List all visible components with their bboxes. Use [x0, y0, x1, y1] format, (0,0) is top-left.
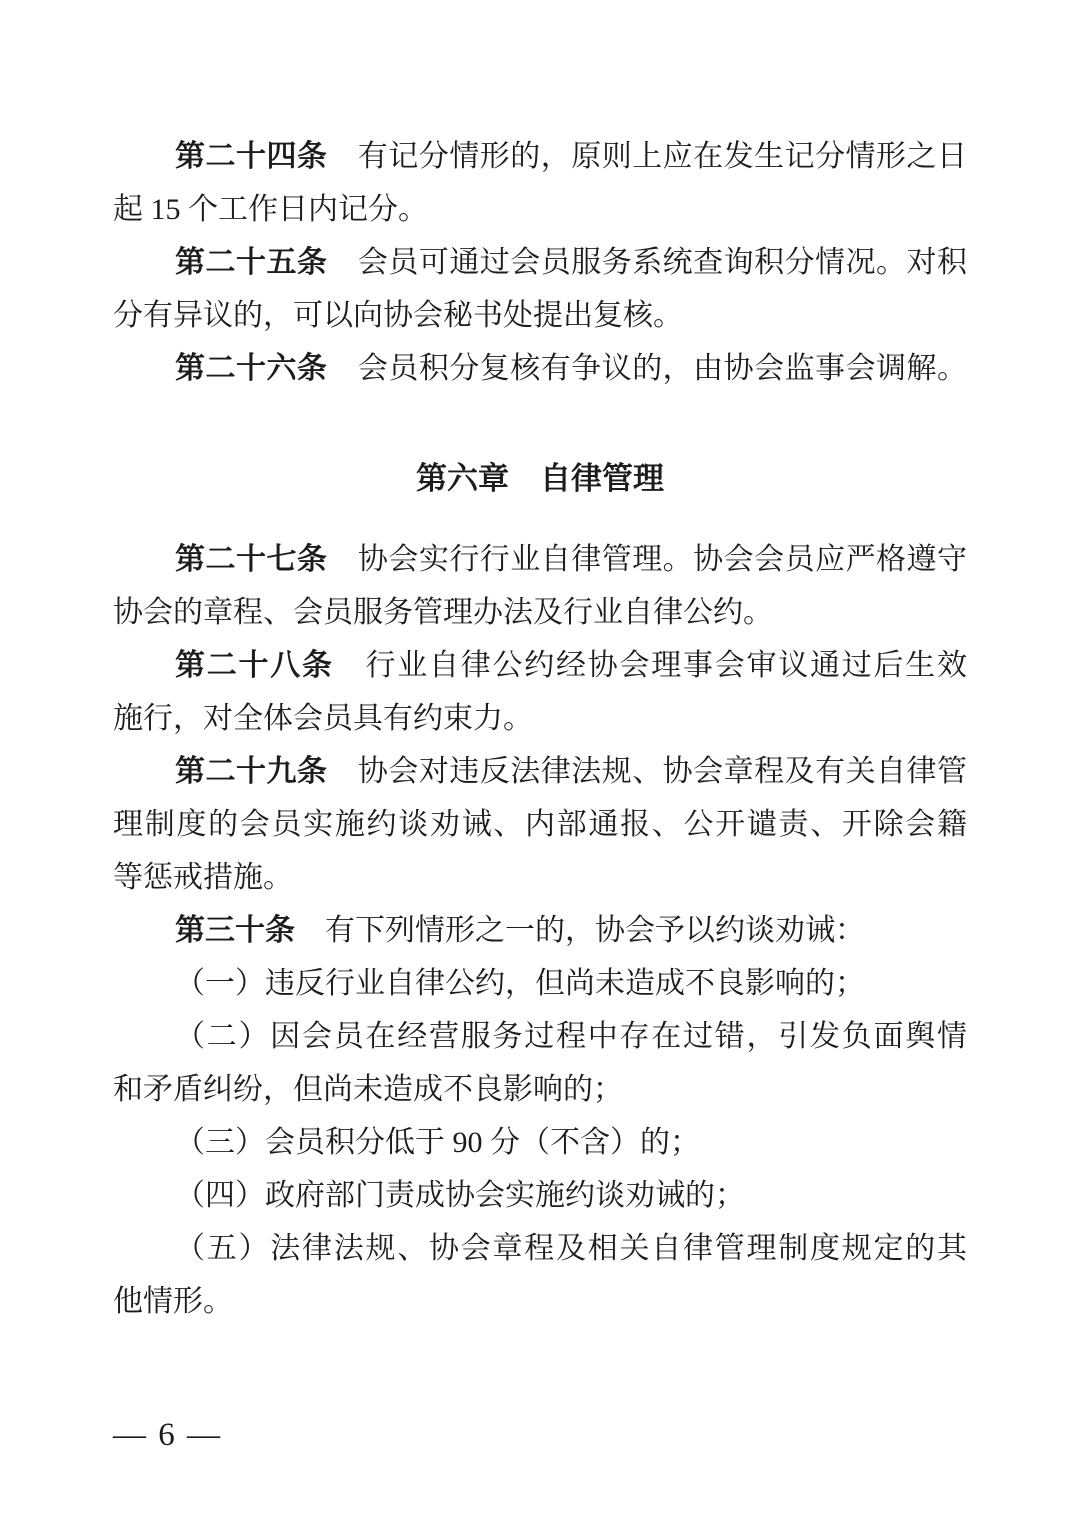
- body-text: （一）违反行业自律公约，但尚未造成不良影响的；: [175, 967, 865, 1000]
- article-number: 第三十条: [175, 914, 295, 947]
- page-number: — 6 —: [113, 1417, 222, 1453]
- body-text: 会员积分复核有争议的，由协会监事会调解。: [327, 352, 968, 385]
- article-28-line: [113, 692, 967, 745]
- clause-1-line: [113, 957, 967, 1010]
- body-text: 理制度的会员实施约谈劝诫、内部通报、公开谴责、开除会籍: [113, 808, 967, 841]
- body-text: 行业自律公约经协会理事会审议通过后生效: [333, 649, 967, 682]
- clause-2-line: [113, 1063, 967, 1116]
- body-text: 等惩戒措施。: [113, 861, 293, 894]
- article-25-line: [113, 236, 967, 289]
- document-body: [113, 130, 967, 1328]
- article-number: 第二十七条: [175, 543, 328, 576]
- body-text: 协会对违反法律法规、协会章程及有关自律管: [327, 755, 968, 788]
- body-text: 有下列情形之一的，协会予以约谈劝诫：: [295, 914, 865, 947]
- clause-5-line: [113, 1222, 967, 1275]
- body-text: 起 15 个工作日内记分。: [113, 193, 428, 226]
- article-number: 第二十五条: [175, 246, 328, 279]
- chapter-6-heading: 第六章 自律管理: [416, 461, 664, 496]
- body-text: 和矛盾纠纷，但尚未造成不良影响的；: [113, 1073, 623, 1106]
- body-text: （五）法律法规、协会章程及相关自律管理制度规定的其: [175, 1232, 967, 1265]
- body-text: 有记分情形的，原则上应在发生记分情形之日: [327, 140, 968, 173]
- body-text: 会员可通过会员服务系统查询积分情况。对积: [327, 246, 968, 279]
- article-27-line: [113, 533, 967, 586]
- body-text: （二）因会员在经营服务过程中存在过错，引发负面舆情: [175, 1020, 967, 1053]
- article-number: 第二十九条: [175, 755, 328, 788]
- body-text: 分有异议的，可以向协会秘书处提出复核。: [113, 299, 683, 332]
- clause-4-line: [113, 1169, 967, 1222]
- clause-5-line: [113, 1275, 967, 1328]
- clause-2-line: [113, 1010, 967, 1063]
- body-text: 他情形。: [113, 1285, 233, 1318]
- body-text: （四）政府部门责成协会实施约谈劝诫的；: [175, 1179, 745, 1212]
- article-24-line: [113, 130, 967, 183]
- article-27-line: [113, 586, 967, 639]
- article-28-line: [113, 639, 967, 692]
- body-text: 施行，对全体会员具有约束力。: [113, 702, 533, 735]
- page-footer: [113, 1415, 222, 1455]
- body-text: 协会实行行业自律管理。协会会员应严格遵守: [327, 543, 968, 576]
- article-29-line: [113, 745, 967, 798]
- article-25-line: [113, 289, 967, 342]
- article-number: 第二十四条: [175, 140, 328, 173]
- article-number: 第二十八条: [175, 649, 334, 682]
- article-24-line: [113, 183, 967, 236]
- clause-3-line: [113, 1116, 967, 1169]
- article-26-line: [113, 342, 967, 395]
- article-29-line: [113, 851, 967, 904]
- body-text: （三）会员积分低于 90 分（不含）的；: [175, 1126, 700, 1159]
- article-30-line: [113, 904, 967, 957]
- article-29-line: [113, 798, 967, 851]
- article-number: 第二十六条: [175, 352, 328, 385]
- body-text: 协会的章程、会员服务管理办法及行业自律公约。: [113, 596, 773, 629]
